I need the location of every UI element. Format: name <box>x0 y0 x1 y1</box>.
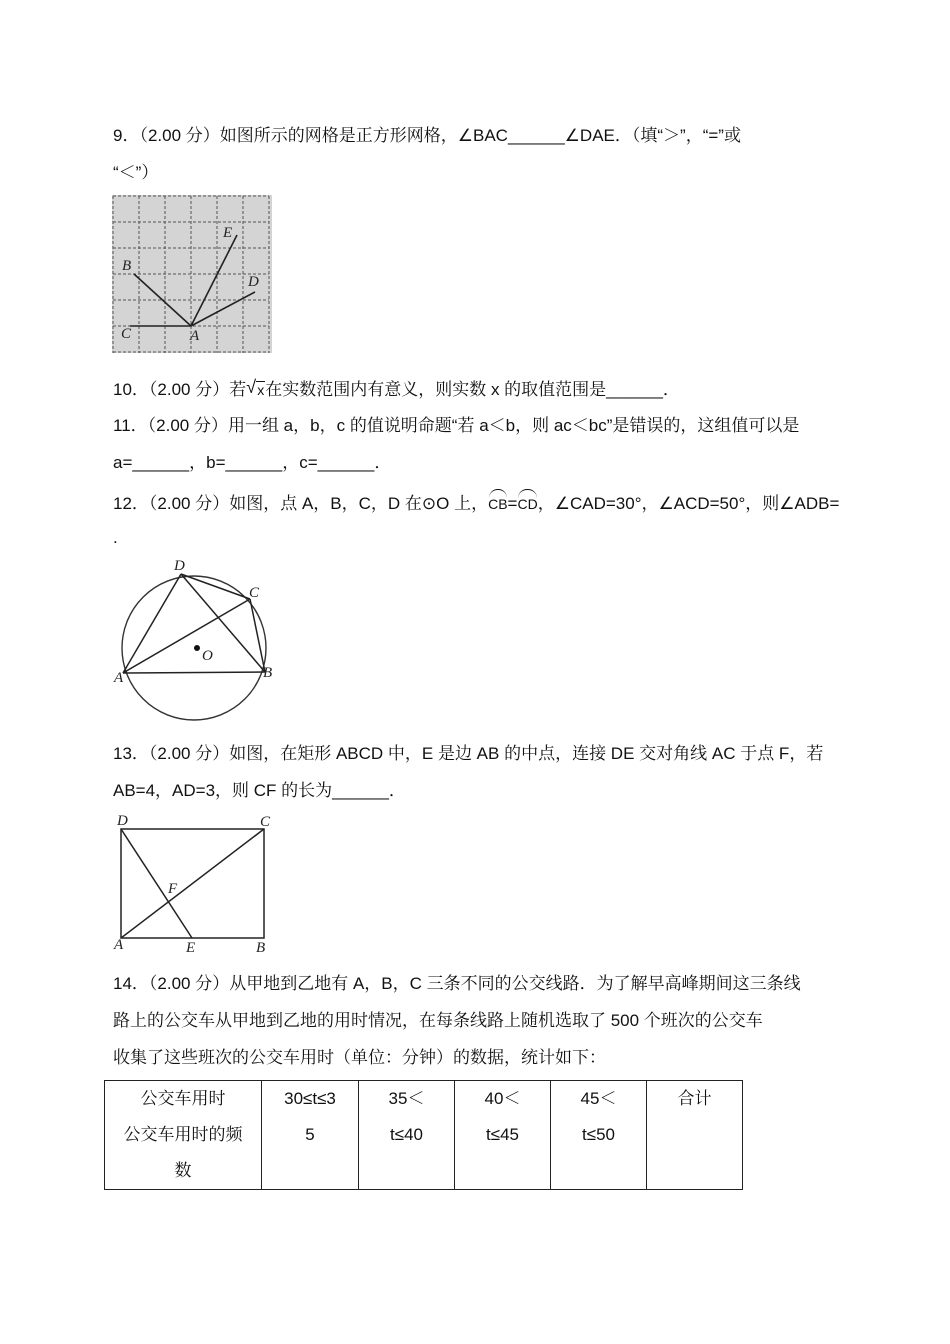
q13-label-b: B <box>256 940 266 955</box>
q13-text-line1: 13．（2.00 分）如图，在矩形 ABCD 中，E 是边 AB 的中点，连接 DE 交对角线 AC 于点 F，若 <box>113 744 824 763</box>
q9-label-b: B <box>122 258 132 274</box>
q14-text-line3: 收集了这些班次的公交车用时（单位：分钟）的数据，统计如下： <box>113 1048 606 1067</box>
q13-label-f: F <box>168 881 178 897</box>
q10-text-before: 10．（2.00 分）若 <box>113 380 247 399</box>
q13-label-a: A <box>114 937 124 953</box>
q13-label-e: E <box>186 940 196 955</box>
q12-label-d: D <box>174 558 185 574</box>
q12-arc-eq: = <box>507 494 518 513</box>
table-cell-35-40 <box>359 1081 455 1190</box>
cell-text: 45＜ <box>580 1089 617 1108</box>
q12-text-line2: . <box>113 528 118 547</box>
cell-text: 40＜ <box>484 1089 521 1108</box>
q9-label-d: D <box>248 274 259 290</box>
cell-text: 合计 <box>677 1089 712 1108</box>
q9-text-line2: “＜”） <box>113 163 159 182</box>
q9-label-e: E <box>223 225 233 241</box>
table-cell-45-50 <box>551 1081 647 1190</box>
q14-frequency-table <box>104 1080 743 1190</box>
q14-text-line2: 路上的公交车从甲地到乙地的用时情况，在每条线路上随机选取了 500 个班次的公交车 <box>113 1011 763 1030</box>
table-cell-40-45 <box>455 1081 551 1190</box>
q12-text-after: ，∠CAD=30°，∠ACD=50°，则∠ADB= <box>537 494 840 513</box>
q13-text-line2: AB=4，AD=3，则 CF 的长为______． <box>113 781 406 800</box>
q9-text-line1: 9．（2.00 分）如图所示的网格是正方形网格，∠BAC______∠DAE．（填“＞”，“=”或 <box>113 126 741 145</box>
q9-grid-figure <box>112 195 274 355</box>
table-cell-total <box>647 1081 743 1190</box>
q12-text-line1 <box>113 488 839 515</box>
header-line-3: 数 <box>174 1161 192 1180</box>
q11-text-line2: a=______，b=______，c=______． <box>113 453 392 472</box>
q13-rectangle-figure <box>110 810 280 955</box>
cell-text: 5 <box>305 1125 315 1144</box>
sqrt-symbol: √ x <box>246 377 265 398</box>
q13-label-c: C <box>260 814 271 830</box>
q12-circle-figure <box>110 553 285 723</box>
q12-text-before: 12．（2.00 分）如图，点 A，B，C，D 在⊙O 上， <box>113 494 489 513</box>
q12-label-a: A <box>114 670 124 686</box>
q12-label-o: O <box>202 648 213 664</box>
cell-text: t≤40 <box>390 1125 423 1144</box>
q12-arc-cd: CD <box>517 488 537 515</box>
q10-radicand: x <box>257 382 265 398</box>
header-line-1: 公交车用时 <box>140 1089 226 1108</box>
q10-text <box>113 379 680 401</box>
q12-label-c: C <box>249 585 260 601</box>
q12-arc-cb: CB <box>488 488 507 515</box>
q13-label-d: D <box>117 813 128 829</box>
q11-text-line1: 11．（2.00 分）用一组 a，b，c 的值说明命题“若 a＜b，则 ac＜bc”是错误的，这组值可以是 <box>113 416 800 435</box>
q14-text-line1: 14．（2.00 分）从甲地到乙地有 A，B，C 三条不同的公交线路．为了解早高峰期间这三条线 <box>113 974 801 993</box>
cell-text: t≤45 <box>486 1125 519 1144</box>
cell-text: 35＜ <box>388 1089 425 1108</box>
header-line-2: 公交车用时的频 <box>123 1125 243 1144</box>
cell-text: 30≤t≤3 <box>284 1089 336 1108</box>
q10-text-after: 在实数范围内有意义，则实数 x 的取值范围是______． <box>265 380 680 399</box>
cell-text: t≤50 <box>582 1125 615 1144</box>
table-cell-30-35 <box>262 1081 359 1190</box>
table-row <box>105 1081 743 1190</box>
q12-label-b: B <box>263 665 273 681</box>
q9-label-c: C <box>121 326 132 342</box>
q9-label-a: A <box>190 328 200 344</box>
table-header-cell <box>105 1081 262 1190</box>
